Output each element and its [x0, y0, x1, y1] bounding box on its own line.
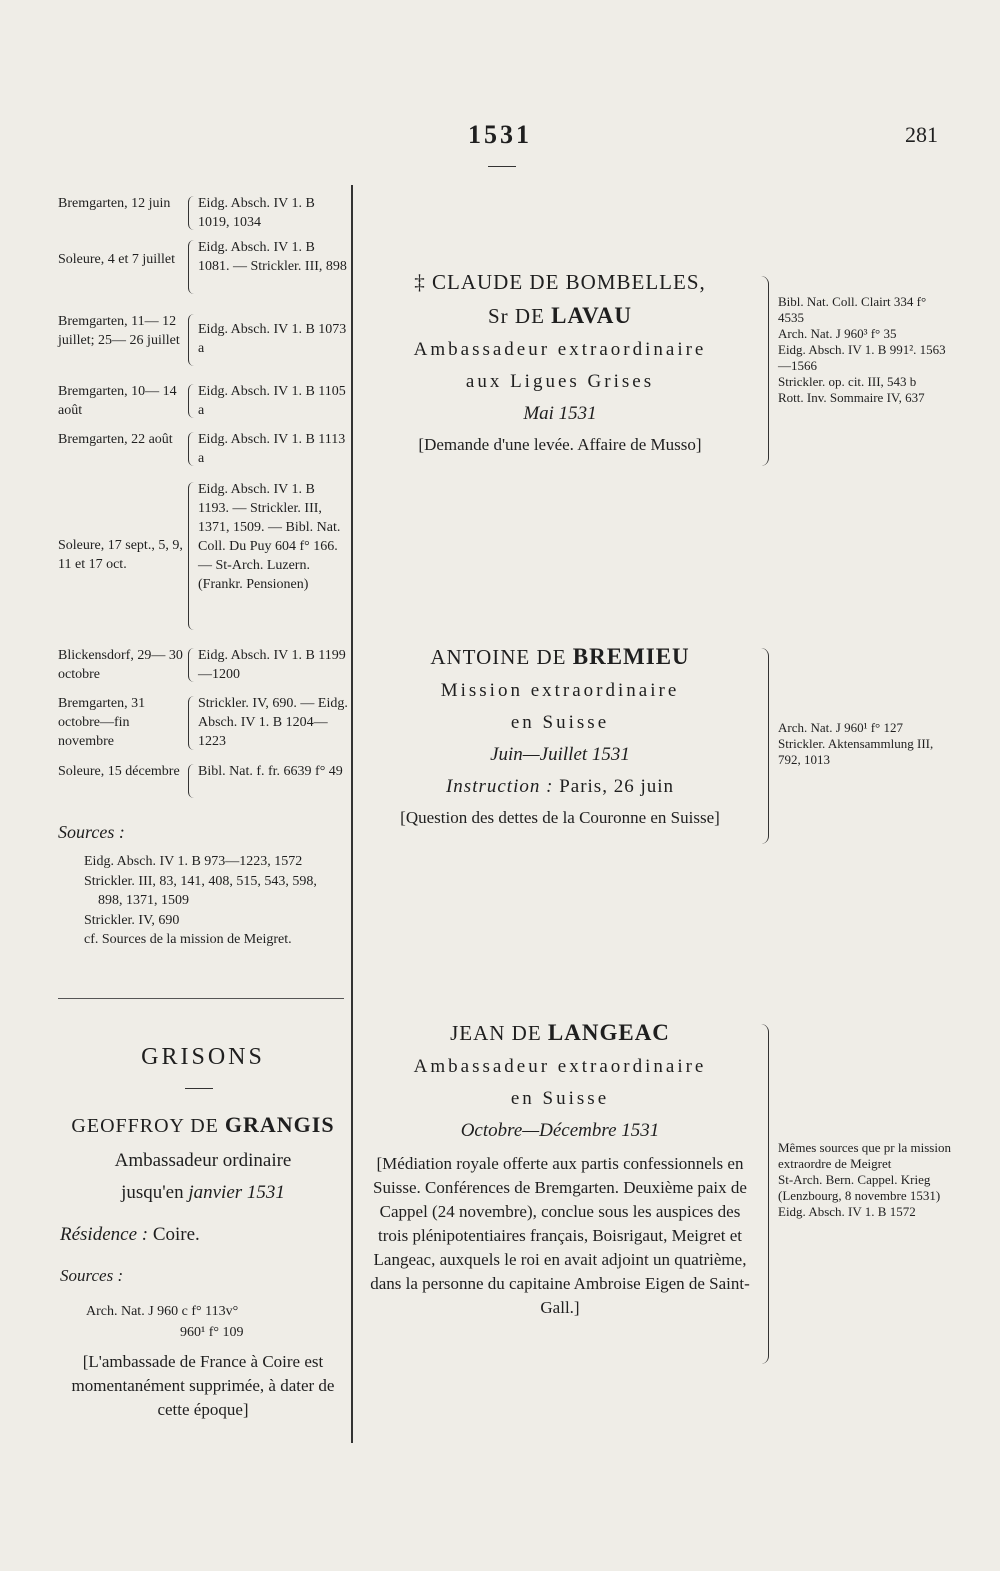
entry-place: Bremgarten, 12 juin	[58, 196, 171, 211]
mission-sources	[778, 294, 953, 406]
entry-place: Soleure, 4 et 7 juillet	[58, 252, 176, 267]
source-item: Arch. Nat. J 960³ f° 35	[778, 326, 897, 341]
envoy-name-last: BREMIEU	[572, 644, 690, 669]
sources-heading: Sources :	[58, 822, 125, 842]
mission-role: Ambassadeur extraordinaire	[413, 1056, 707, 1077]
mission-block	[360, 644, 760, 828]
envoy-name	[360, 644, 760, 670]
brace	[188, 648, 195, 682]
entry-reference: Eidg. Absch. IV 1. B 1199—1200	[198, 648, 346, 682]
list-item	[58, 646, 348, 686]
source-item: Strickler. op. cit. III, 543 b	[778, 374, 917, 389]
brace	[188, 764, 195, 798]
mission-instruction	[360, 776, 760, 798]
source-item: Eidg. Absch. IV 1. B 973—1223, 1572	[84, 854, 303, 869]
mission-date: Juin—Juillet 1531	[490, 744, 630, 765]
mission-date: Octobre—Décembre 1531	[460, 1120, 660, 1141]
list-item	[58, 312, 348, 370]
list-item	[58, 430, 348, 470]
entry-place: Blickensdorf, 29— 30 octobre	[58, 648, 183, 682]
mission-date: Mai 1531	[523, 403, 597, 424]
envoy-role: Ambassadeur ordinaire	[114, 1150, 292, 1171]
brace	[188, 240, 195, 294]
instruction-value: Paris, 26 juin	[559, 776, 675, 797]
brace	[760, 1024, 769, 1364]
list-item	[58, 762, 348, 802]
source-item: St-Arch. Bern. Cappel. Krieg (Lenzbourg, 8 novembre 1531)	[778, 1172, 941, 1203]
mission-note: [Médiation royale offerte aux partis confessionnels en Suisse. Conférences de Bremgarten. Deuxième paix de Cappel (24 novembre), conclue sous les auspices des trois plénipotentiaires français, Boisrigaut, Meigret et Langeac, auxquels le roi en avait adjoint un quatrième, dans la personne du capitaine Ambroise Eigen de Saint-Gall.]	[370, 1154, 750, 1317]
brace	[188, 314, 195, 366]
source-item: Bibl. Nat. Coll. Clairt 334 f° 4535	[778, 294, 927, 325]
brace	[188, 696, 195, 750]
residence	[60, 1224, 200, 1246]
entry-reference: Eidg. Absch. IV 1. B 1081. — Strickler. III, 898	[198, 240, 347, 274]
grisons-sources-heading: Sources :	[60, 1266, 124, 1285]
envoy-date	[58, 1182, 348, 1204]
header-rule	[488, 166, 516, 167]
mission-sources	[778, 1140, 953, 1220]
running-header-year: 1531	[468, 120, 532, 149]
mission-note: [Demande d'une levée. Affaire de Musso]	[418, 435, 702, 454]
entry-reference: Eidg. Absch. IV 1. B 1193. — Strickler. III, 1371, 1509. — Bibl. Nat. Coll. Du Puy 604 f° 166. — St-Arch. Luzern. (Frankr. Pensionen)	[198, 482, 341, 592]
entry-place: Bremgarten, 31 octobre—fin novembre	[58, 696, 146, 749]
entry-place: Soleure, 17 sept., 5, 9, 11 et 17 oct.	[58, 538, 183, 572]
envoy-title	[360, 303, 760, 329]
page-number: 281	[905, 122, 938, 147]
list-item	[58, 694, 348, 752]
source-item: cf. Sources de la mission de Meigret.	[84, 932, 292, 947]
envoy-name-last: LANGEAC	[547, 1020, 670, 1045]
residence-value: Coire.	[152, 1224, 200, 1245]
sources-list	[84, 852, 344, 950]
brace	[188, 196, 195, 230]
envoy-name	[360, 1020, 760, 1046]
entry-place: Bremgarten, 10— 14 août	[58, 384, 177, 418]
grisons-note: [L'ambassade de France à Coire est momentanément supprimée, à dater de cette époque]	[71, 1352, 335, 1419]
mission-role: Ambassadeur extraordinaire	[413, 339, 707, 360]
envoy-name: ‡ CLAUDE DE BOMBELLES,	[414, 270, 706, 294]
source-item: Eidg. Absch. IV 1. B 991². 1563—1566	[778, 342, 946, 373]
entry-reference: Eidg. Absch. IV 1. B 1019, 1034	[198, 196, 315, 230]
archive-ref: 960¹ f° 109	[180, 1325, 244, 1340]
title-rule	[185, 1088, 213, 1089]
entry-place: Bremgarten, 22 août	[58, 432, 173, 447]
list-item	[58, 238, 348, 296]
mission-sources	[778, 720, 953, 768]
mission-role: Mission extraordinaire	[440, 680, 680, 701]
mission-block	[360, 270, 760, 455]
source-item: Mêmes sources que pr la mission extraordre de Meigret	[778, 1140, 951, 1171]
brace	[188, 432, 195, 466]
section-divider	[58, 998, 344, 999]
envoy-name	[58, 1112, 348, 1138]
entry-reference: Strickler. IV, 690. — Eidg. Absch. IV 1. B 1204—1223	[198, 696, 348, 749]
title-name: LAVAU	[551, 303, 633, 328]
source-item: Strickler. III, 83, 141, 408, 515, 543, 598, 898, 1371, 1509	[84, 873, 317, 908]
mission-destination: aux Ligues Grises	[465, 371, 655, 392]
list-item	[58, 194, 348, 232]
source-item: Strickler. IV, 690	[84, 912, 180, 928]
entry-reference: Eidg. Absch. IV 1. B 1105 a	[198, 384, 346, 418]
mission-note: [Question des dettes de la Couronne en Suisse]	[400, 808, 720, 827]
mission-destination: en Suisse	[510, 712, 610, 733]
title-prefix: Sr DE	[487, 304, 545, 328]
mission-destination: en Suisse	[510, 1088, 610, 1109]
brace	[188, 482, 195, 630]
entry-place: Bremgarten, 11— 12 juillet; 25— 26 juillet	[58, 314, 180, 348]
date-prefix: jusqu'en	[121, 1182, 184, 1203]
residence-label: Résidence :	[60, 1224, 149, 1245]
list-item	[58, 480, 348, 632]
source-item: Eidg. Absch. IV 1. B 1572	[778, 1204, 916, 1219]
mission-block	[360, 1020, 760, 1320]
brace	[760, 276, 769, 466]
archive-ref: Arch. Nat. J 960 c f° 113v°	[86, 1304, 239, 1319]
brace	[760, 648, 769, 844]
brace	[188, 384, 195, 418]
entry-reference: Eidg. Absch. IV 1. B 1073 a	[198, 322, 347, 356]
source-item: Arch. Nat. J 960¹ f° 127	[778, 720, 903, 735]
column-divider	[351, 185, 353, 1443]
instruction-label: Instruction :	[445, 776, 554, 797]
date-value: janvier 1531	[188, 1182, 285, 1203]
source-item: Rott. Inv. Sommaire IV, 637	[778, 390, 925, 405]
list-item	[58, 382, 348, 422]
section-title: GRISONS	[141, 1044, 265, 1070]
envoy-name-first: GEOFFROY DE	[71, 1115, 219, 1137]
entry-reference: Eidg. Absch. IV 1. B 1113 a	[198, 432, 346, 466]
entry-place: Soleure, 15 décembre	[58, 764, 180, 779]
source-item: Strickler. Aktensammlung III, 792, 1013	[778, 736, 934, 767]
envoy-name-first: JEAN DE	[450, 1021, 542, 1045]
envoy-name-first: ANTOINE DE	[430, 645, 567, 669]
envoy-name-last: GRANGIS	[224, 1112, 335, 1137]
entry-reference: Bibl. Nat. f. fr. 6639 f° 49	[198, 764, 343, 779]
